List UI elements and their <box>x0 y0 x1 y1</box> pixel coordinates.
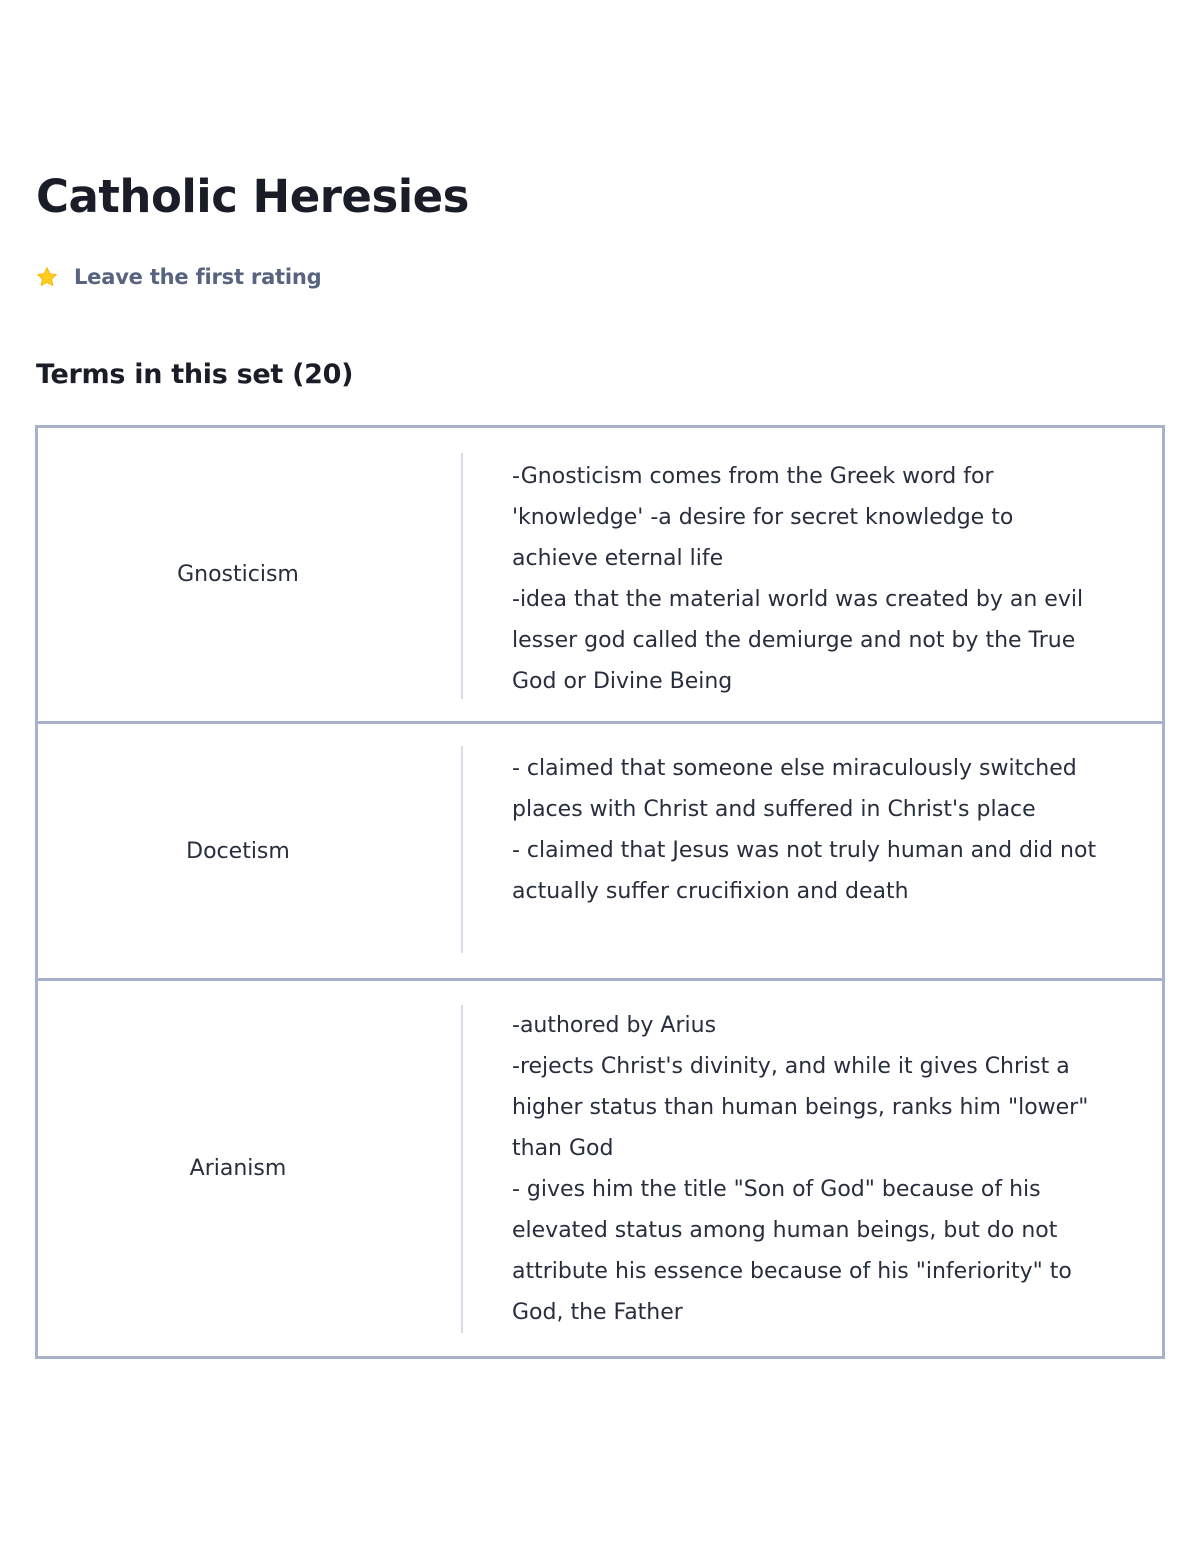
rating-label: Leave the first rating <box>74 265 322 289</box>
term-definition: -authored by Arius -rejects Christ's divinity, and while it gives Christ a higher status than human beings, ranks him "lower" than God - gives him the title "Son of God" because of his elevated status among human beings, but do not attribute his essence because of his "inferiority" to God, the Father <box>512 1013 1089 1325</box>
term-definition: -Gnosticism comes from the Greek word for 'knowledge' -a desire for secret knowledge to achieve eternal life -idea that the material world was created by an evil lesser god called the demiurge and not by the True God or Divine Being <box>512 464 1084 694</box>
term-word: Arianism <box>189 1156 287 1181</box>
page-title: Catholic Heresies <box>36 170 469 223</box>
term-divider <box>461 1005 463 1333</box>
terms-heading: Terms in this set (20) <box>36 359 354 390</box>
term-definition: - claimed that someone else miraculously switched places with Christ and suffered in Christ's place - claimed that Jesus was not truly human and did not actually suffer crucifixion and death <box>512 756 1097 904</box>
term-card <box>35 978 1165 1359</box>
term-card <box>35 721 1165 981</box>
term-card <box>35 425 1165 724</box>
leave-rating-link[interactable] <box>36 262 321 292</box>
term-word: Gnosticism <box>177 562 299 587</box>
term-divider <box>461 453 463 699</box>
terms-list <box>35 425 1165 1359</box>
term-divider <box>461 746 463 953</box>
term-word: Docetism <box>186 838 290 864</box>
star-icon <box>36 266 58 288</box>
